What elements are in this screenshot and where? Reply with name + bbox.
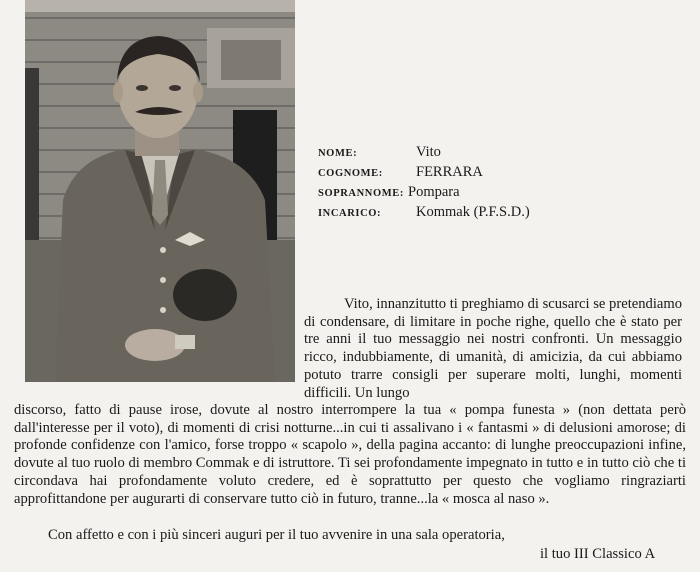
portrait-illustration [25,0,295,382]
cognome-label: COGNOME: [318,168,383,179]
paragraph-1: Vito, innanzitutto ti preghiamo di scusarci se pretendiamo di condensare, di limitare in poche righe, quello che è stato per tre anni il tuo messaggio nei nostri confronti. Un messaggio ricco, indubbiamente, di umanità, di amicizia, da cui abbiamo potuto trarre consigli per superare molti, lunghi, momenti difficili. Un lungo [304,296,682,401]
row-cognome [318,162,530,182]
portrait-photo [25,0,295,382]
row-soprannome [318,182,530,202]
paragraph-3: Con affetto e con i più sinceri auguri per il tuo avvenire in una sala operatoria, [48,527,505,543]
row-incarico [318,202,530,222]
row-nome [318,142,530,162]
nome-value: Vito [416,144,441,160]
profile-info [318,142,530,222]
paragraph-2: discorso, fatto di pause irose, dovute al nostro interrompere la tua « pompa funesta » (non dettata però dall'interesse per il voto), di momenti di crisi notturne...in cui ti assalivano i « fantasmi » di delusioni amorose; di profonde confidenze con l'amico, forse troppo « scapolo », della pagina accanto: di lunghe preoccupazioni infine, dovute al tuo ruolo di membro Commak e di istruttore. Ti sei profondamente impegnato in tutto e in tutto ciò che ti circondava hai profondamente voluto credere, ed è soprattutto per questo che vogliamo ringraziarti approfittandone per augurarti di conservare tutto ciò in futuro, tranne...la « mosca al naso ». [14,402,686,507]
incarico-value: Kommak (P.F.S.D.) [416,204,530,220]
incarico-label: INCARICO: [318,208,382,219]
cognome-value: FERRARA [416,164,483,180]
signature: il tuo III Classico A [540,546,656,562]
soprannome-value: Pompara [408,184,460,200]
nome-label: NOME: [318,148,358,159]
soprannome-label: SOPRANNOME: [318,188,404,199]
